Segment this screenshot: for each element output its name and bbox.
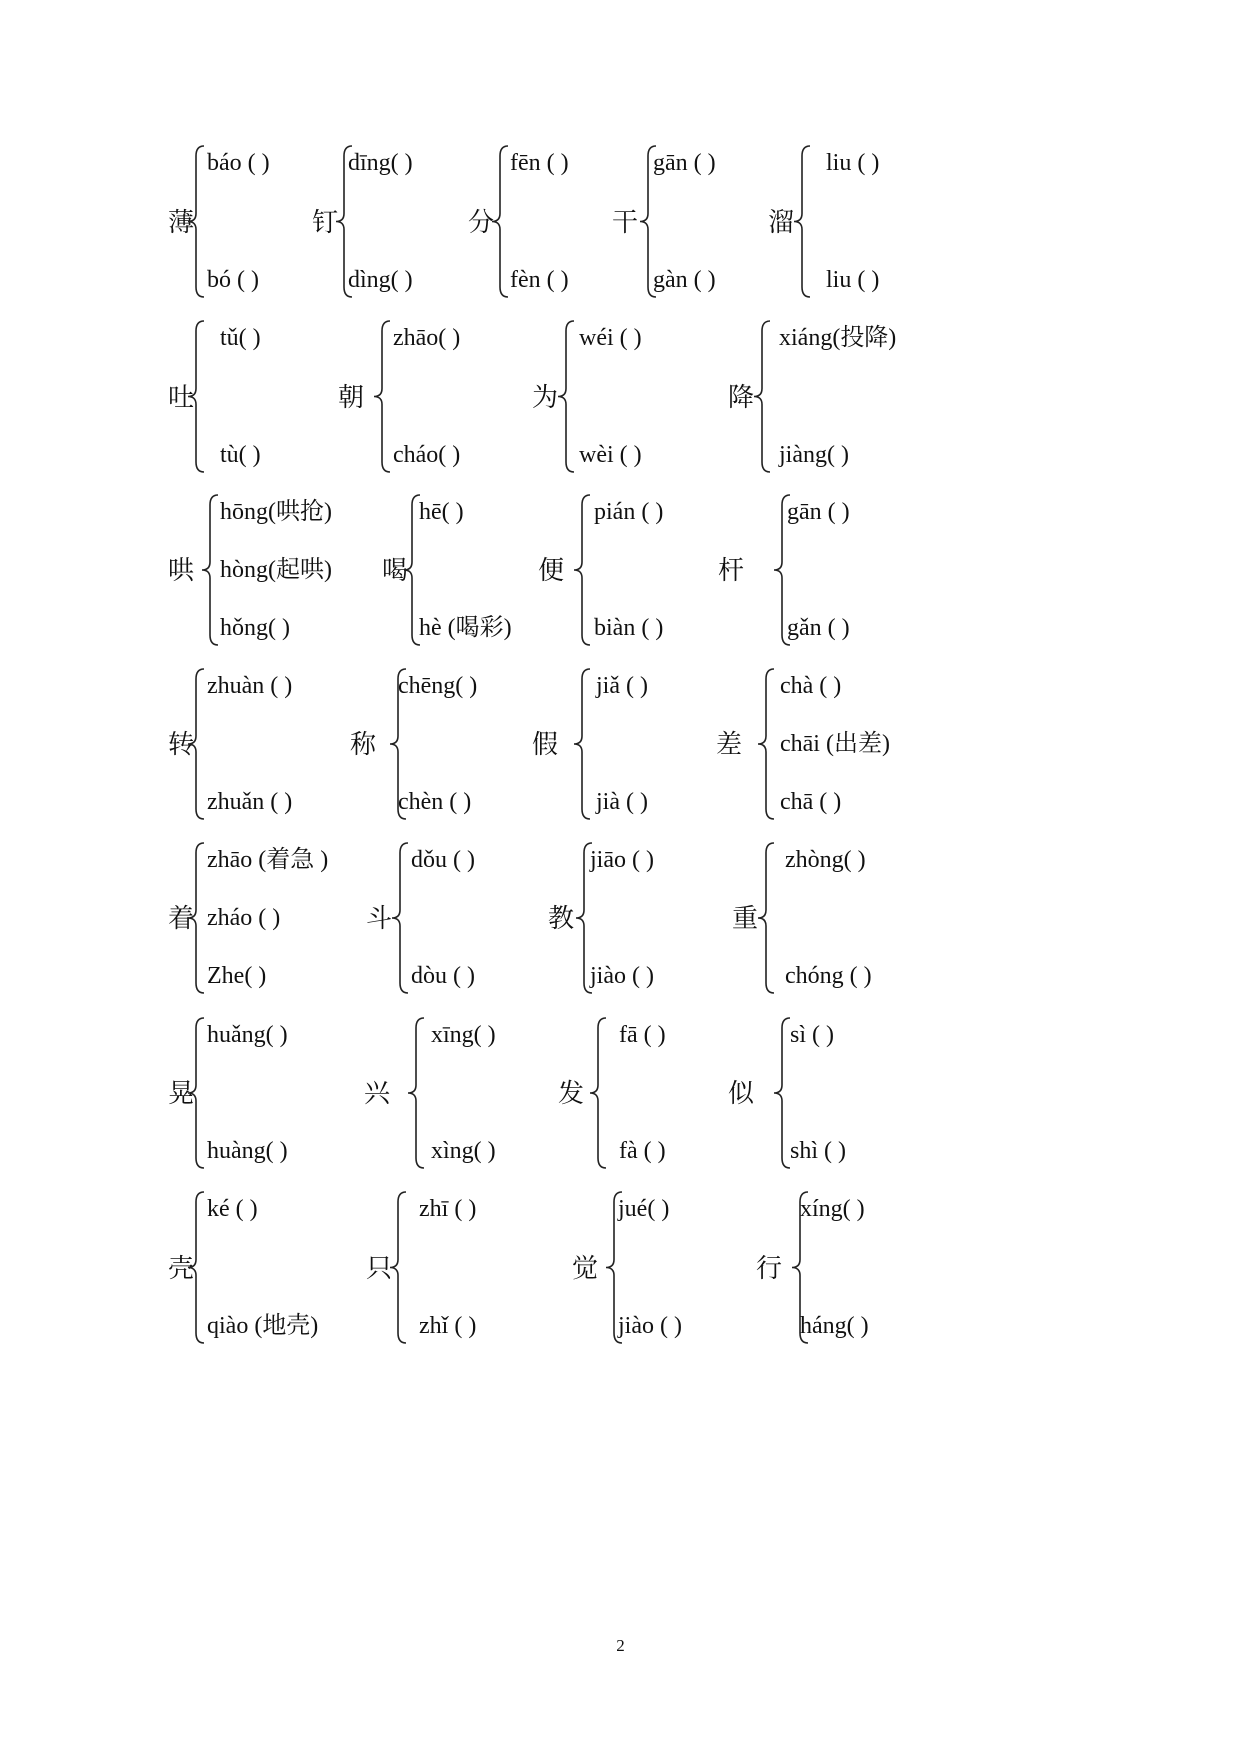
pinyin-option: shì ( ): [790, 1138, 846, 1164]
brace-icon: [754, 841, 778, 995]
pinyin-option: zhāo (着急 ): [207, 847, 329, 873]
pinyin-option: dǒu ( ): [411, 847, 475, 873]
polyphone-character: 重: [732, 904, 759, 934]
pinyin-option: wèi ( ): [579, 442, 642, 468]
pinyin-option: zhuǎn ( ): [207, 789, 293, 815]
polyphone-character: 喝: [382, 556, 409, 586]
pinyin-option: tǔ( ): [220, 325, 261, 351]
polyphone-character: 觉: [572, 1253, 599, 1284]
pinyin-option: jiǎ ( ): [596, 673, 648, 699]
pinyin-option: chā ( ): [780, 789, 842, 815]
pinyin-option: ké ( ): [207, 1196, 258, 1222]
pinyin-option: pián ( ): [594, 499, 664, 525]
brace-icon: [184, 1016, 208, 1170]
pinyin-option: xìng( ): [431, 1138, 496, 1164]
polyphone-character: 降: [728, 382, 755, 413]
pinyin-option: liu ( ): [826, 150, 880, 176]
polyphone-character: 朝: [338, 382, 365, 413]
polyphone-character: 似: [728, 1079, 755, 1109]
pinyin-option: biàn ( ): [594, 615, 664, 641]
polyphone-character: 着: [168, 904, 195, 934]
brace-icon: [184, 1190, 208, 1345]
pinyin-option: zhuàn ( ): [207, 673, 293, 699]
brace-icon: [570, 493, 594, 647]
pinyin-option: gǎn ( ): [787, 615, 850, 641]
brace-icon: [184, 841, 208, 995]
brace-icon: [184, 144, 208, 299]
polyphone-character: 假: [532, 730, 559, 760]
polyphone-character: 吐: [168, 382, 195, 413]
polyphone-character: 发: [558, 1079, 585, 1109]
brace-icon: [404, 1016, 428, 1170]
brace-icon: [488, 144, 512, 299]
pinyin-option: jué( ): [618, 1196, 670, 1222]
pinyin-option: hǒng( ): [220, 615, 290, 641]
pinyin-option: chèn ( ): [398, 789, 472, 815]
pinyin-option: tù( ): [220, 442, 261, 468]
pinyin-option: hè (喝彩): [419, 615, 512, 641]
polyphone-character: 兴: [364, 1079, 391, 1109]
pinyin-option: sì ( ): [790, 1022, 834, 1048]
polyphone-character: 教: [548, 904, 575, 934]
pinyin-option: hòng(起哄): [220, 557, 332, 583]
pinyin-option: chóng ( ): [785, 963, 872, 989]
pinyin-option: jiào ( ): [590, 963, 654, 989]
brace-icon: [570, 667, 594, 821]
pinyin-option: wéi ( ): [579, 325, 642, 351]
polyphone-character: 称: [350, 730, 377, 760]
brace-icon: [198, 493, 222, 647]
pinyin-option: bó ( ): [207, 267, 259, 293]
brace-icon: [370, 319, 394, 474]
brace-icon: [184, 667, 208, 821]
pinyin-option: dìng( ): [348, 267, 413, 293]
pinyin-option: cháo( ): [393, 442, 461, 468]
pinyin-option: chà ( ): [780, 673, 842, 699]
brace-icon: [754, 667, 778, 821]
brace-icon: [386, 1190, 410, 1345]
pinyin-option: fā ( ): [619, 1022, 666, 1048]
pinyin-option: xiáng(投降): [779, 325, 897, 351]
polyphone-character: 差: [716, 730, 743, 760]
polyphone-character: 壳: [168, 1253, 195, 1284]
brace-icon: [790, 144, 814, 299]
pinyin-option: báo ( ): [207, 150, 270, 176]
pinyin-option: jiāo ( ): [590, 847, 654, 873]
pinyin-option: zháo ( ): [207, 905, 281, 931]
pinyin-option: gàn ( ): [653, 267, 716, 293]
pinyin-option: jiàng( ): [779, 442, 849, 468]
polyphone-character: 为: [532, 382, 559, 413]
pinyin-option: xíng( ): [800, 1196, 865, 1222]
pinyin-option: huàng( ): [207, 1138, 288, 1164]
pinyin-option: fèn ( ): [510, 267, 569, 293]
polyphone-character: 杆: [718, 556, 745, 586]
polyphone-character: 分: [468, 207, 495, 238]
brace-icon: [586, 1016, 610, 1170]
pinyin-option: dòu ( ): [411, 963, 475, 989]
brace-icon: [388, 841, 412, 995]
polyphone-character: 行: [756, 1253, 783, 1284]
pinyin-option: jià ( ): [596, 789, 648, 815]
pinyin-option: xīng( ): [431, 1022, 496, 1048]
pinyin-option: fēn ( ): [510, 150, 569, 176]
polyphone-character: 薄: [168, 207, 195, 238]
pinyin-option: zhī ( ): [419, 1196, 477, 1222]
pinyin-option: gān ( ): [787, 499, 850, 525]
polyphone-character: 钉: [312, 207, 339, 238]
pinyin-option: hē( ): [419, 499, 464, 525]
polyphone-character: 哄: [168, 556, 195, 586]
pinyin-option: hōng(哄抢): [220, 499, 332, 525]
pinyin-option: zhǐ ( ): [419, 1313, 477, 1339]
polyphone-character: 便: [538, 556, 565, 586]
pinyin-option: zhòng( ): [785, 847, 866, 873]
brace-icon: [750, 319, 774, 474]
pinyin-option: gān ( ): [653, 150, 716, 176]
pinyin-option: huǎng( ): [207, 1022, 288, 1048]
polyphone-character: 干: [612, 207, 639, 238]
pinyin-option: Zhe( ): [207, 963, 267, 989]
pinyin-option: zhāo( ): [393, 325, 461, 351]
polyphone-character: 斗: [366, 904, 393, 934]
page-number: 2: [616, 1636, 625, 1655]
brace-icon: [184, 319, 208, 474]
pinyin-option: chēng( ): [398, 673, 478, 699]
polyphone-character: 只: [366, 1253, 393, 1284]
polyphone-character: 转: [168, 730, 195, 760]
pinyin-option: fà ( ): [619, 1138, 666, 1164]
brace-icon: [554, 319, 578, 474]
polyphone-character: 晃: [168, 1079, 195, 1109]
pinyin-option: dīng( ): [348, 150, 413, 176]
pinyin-option: qiào (地壳): [207, 1313, 319, 1339]
pinyin-option: jiào ( ): [618, 1313, 682, 1339]
pinyin-option: háng( ): [800, 1313, 869, 1339]
polyphone-character: 溜: [768, 207, 795, 238]
pinyin-option: chāi (出差): [780, 731, 890, 757]
pinyin-option: liu ( ): [826, 267, 880, 293]
